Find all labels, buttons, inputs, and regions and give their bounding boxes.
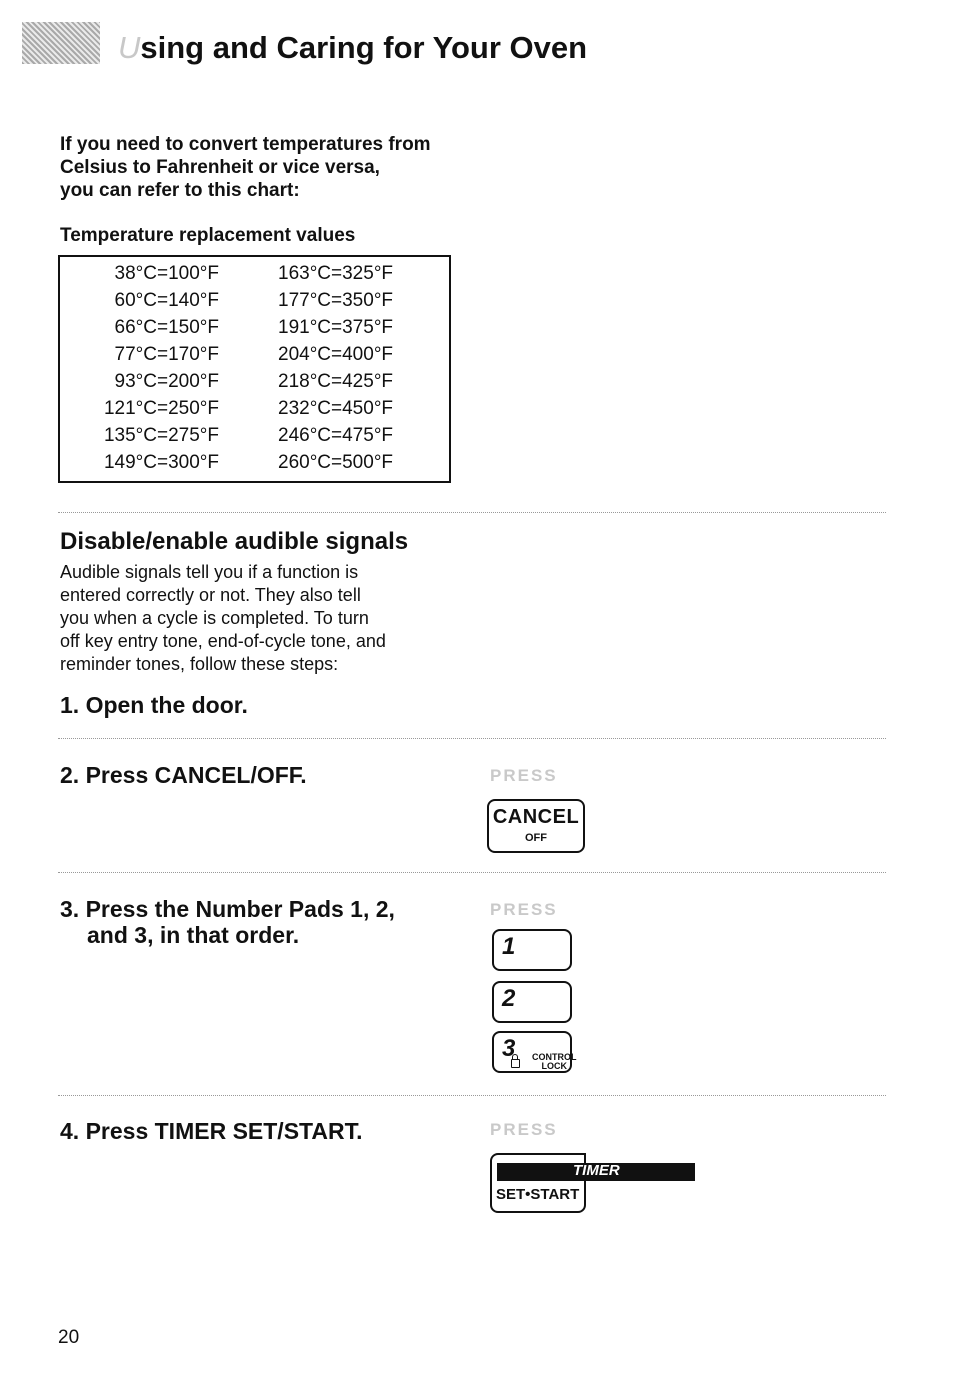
timer-bar-label: TIMER bbox=[573, 1162, 620, 1179]
cancel-key-sublabel: OFF bbox=[525, 832, 547, 844]
celsius-cell: 135°C=275°F bbox=[103, 425, 219, 446]
fahrenheit-cell: 177°C=350°F bbox=[278, 290, 394, 311]
celsius-cell: 149°C=300°F bbox=[103, 452, 219, 473]
fahrenheit-cell: 246°C=475°F bbox=[278, 425, 394, 446]
timer-set-start-key-illustration bbox=[490, 1153, 586, 1213]
table-caption: Temperature replacement values bbox=[60, 225, 356, 246]
body-line: you when a cycle is completed. To turn bbox=[60, 608, 369, 628]
table-row bbox=[60, 290, 449, 317]
celsius-cell: 77°C=170°F bbox=[114, 344, 219, 365]
key-sublabel bbox=[532, 1053, 577, 1071]
body-line: Audible signals tell you if a function is bbox=[60, 562, 359, 582]
key-number: 3 bbox=[502, 1035, 516, 1062]
step-3-line-1: 3. Press the Number Pads 1, 2, bbox=[60, 896, 395, 922]
fahrenheit-cell: 163°C=325°F bbox=[278, 263, 394, 284]
step-3-line-2: and 3, in that order. bbox=[87, 922, 300, 948]
key-sublabel-line: LOCK bbox=[541, 1061, 567, 1071]
table-row bbox=[60, 452, 449, 479]
table-row bbox=[60, 371, 449, 398]
number-pad-2-illustration bbox=[492, 981, 572, 1023]
key-sublabel-line: CONTROL bbox=[532, 1052, 577, 1062]
table-row bbox=[60, 398, 449, 425]
body-line: reminder tones, follow these steps: bbox=[60, 654, 339, 674]
cancel-key-label: CANCEL bbox=[492, 806, 580, 828]
step-4: 4. Press TIMER SET/START. bbox=[60, 1118, 363, 1144]
header-logo-pattern bbox=[22, 22, 100, 64]
lock-icon bbox=[511, 1059, 520, 1068]
press-label: PRESS bbox=[490, 900, 558, 919]
divider bbox=[58, 512, 886, 513]
number-pad-1-illustration bbox=[492, 929, 572, 971]
fahrenheit-cell: 260°C=500°F bbox=[278, 452, 394, 473]
celsius-cell: 121°C=250°F bbox=[103, 398, 219, 419]
press-label: PRESS bbox=[490, 1120, 558, 1139]
table-row bbox=[60, 344, 449, 371]
body-line: entered correctly or not. They also tell bbox=[60, 585, 361, 605]
fahrenheit-cell: 204°C=400°F bbox=[278, 344, 394, 365]
table-row bbox=[60, 317, 449, 344]
title-ghost-letter: U bbox=[118, 30, 141, 65]
divider bbox=[58, 1095, 886, 1096]
fahrenheit-cell: 191°C=375°F bbox=[278, 317, 394, 338]
table-row bbox=[60, 425, 449, 452]
celsius-cell: 93°C=200°F bbox=[114, 371, 219, 392]
timer-key-label: SET•START bbox=[496, 1186, 580, 1203]
temperature-table bbox=[58, 255, 451, 483]
page-number: 20 bbox=[58, 1327, 80, 1348]
intro-line: you can refer to this chart: bbox=[60, 180, 300, 201]
body-line: off key entry tone, end-of-cycle tone, and bbox=[60, 631, 386, 651]
press-label: PRESS bbox=[490, 766, 558, 785]
key-number: 2 bbox=[502, 985, 516, 1012]
section-body bbox=[60, 561, 450, 676]
celsius-cell: 60°C=140°F bbox=[114, 290, 219, 311]
title-text: sing and Caring for Your Oven bbox=[140, 30, 588, 65]
celsius-cell: 66°C=150°F bbox=[114, 317, 219, 338]
timer-label-bar bbox=[497, 1163, 695, 1181]
cancel-off-key-illustration bbox=[487, 799, 585, 853]
fahrenheit-cell: 218°C=425°F bbox=[278, 371, 394, 392]
page-title bbox=[118, 30, 587, 66]
fahrenheit-cell: 232°C=450°F bbox=[278, 398, 394, 419]
divider bbox=[58, 872, 886, 873]
celsius-cell: 38°C=100°F bbox=[114, 263, 219, 284]
step-1: 1. Open the door. bbox=[60, 692, 248, 718]
key-number: 1 bbox=[502, 933, 516, 960]
number-pad-3-illustration bbox=[492, 1031, 577, 1073]
table-row bbox=[60, 263, 449, 290]
section-heading: Disable/enable audible signals bbox=[60, 528, 409, 555]
intro-paragraph bbox=[60, 133, 480, 202]
intro-line: Celsius to Fahrenheit or vice versa, bbox=[60, 157, 380, 178]
intro-line: If you need to convert temperatures from bbox=[60, 134, 431, 155]
divider bbox=[58, 738, 886, 739]
step-2: 2. Press CANCEL/OFF. bbox=[60, 762, 307, 788]
